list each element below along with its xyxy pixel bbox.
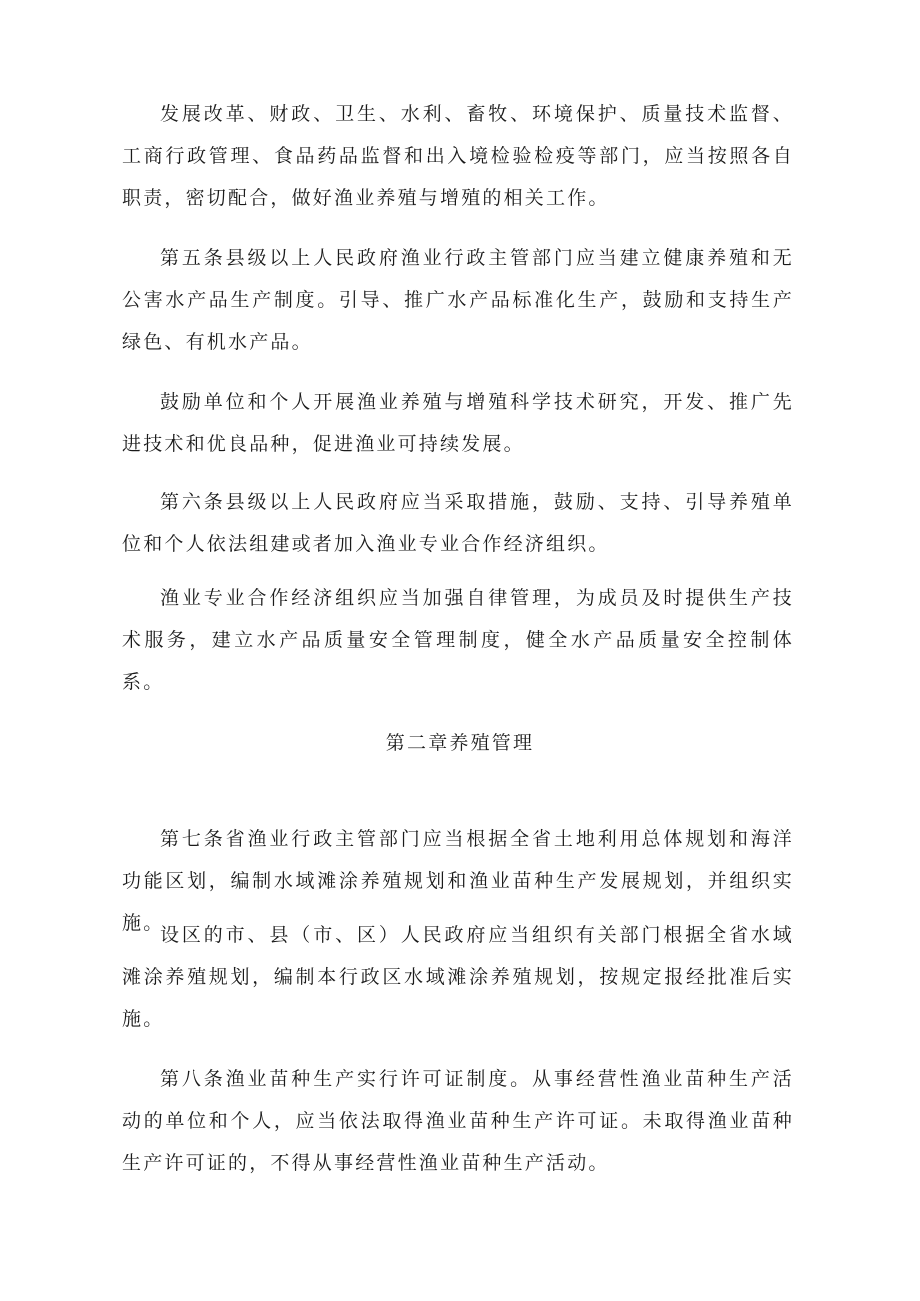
paragraph-article-7: 第七条省渔业行政主管部门应当根据全省土地利用总体规划和海洋功能区划，编制水域滩涂养殖规划和渔业苗种生产发展规划，并组织实施。 [122, 828, 794, 934]
paragraph-article-5: 第五条县级以上人民政府渔业行政主管部门应当建立健康养殖和无公害水产品生产制度。引导、推广水产品标准化生产，鼓励和支持生产绿色、有机水产品。 [122, 247, 794, 353]
paragraph-article-8: 第八条渔业苗种生产实行许可证制度。从事经营性渔业苗种生产活动的单位和个人，应当依法取得渔业苗种生产许可证。未取得渔业苗种生产许可证的，不得从事经营性渔业苗种生产活动。 [122, 1068, 794, 1174]
paragraph-article-6: 第六条县级以上人民政府应当采取措施，鼓励、支持、引导养殖单位和个人依法组建或者加入渔业专业合作经济组织。 [122, 491, 794, 555]
paragraph-district-planning: 设区的市、县（市、区）人民政府应当组织有关部门根据全省水域滩涂养殖规划，编制本行政区水域滩涂养殖规划，按规定报经批准后实施。 [122, 924, 794, 1030]
paragraph-encourage-research: 鼓励单位和个人开展渔业养殖与增殖科学技术研究，开发、推广先进技术和优良品种，促进渔业可持续发展。 [122, 391, 794, 455]
paragraph-departments: 发展改革、财政、卫生、水利、畜牧、环境保护、质量技术监督、工商行政管理、食品药品监督和出入境检验检疫等部门，应当按照各自职责，密切配合，做好渔业养殖与增殖的相关工作。 [122, 103, 794, 209]
chapter-heading: 第二章养殖管理 [385, 732, 535, 754]
paragraph-cooperative-organizations: 渔业专业合作经济组织应当加强自律管理，为成员及时提供生产技术服务，建立水产品质量安全管理制度，健全水产品质量安全控制体系。 [122, 587, 794, 693]
